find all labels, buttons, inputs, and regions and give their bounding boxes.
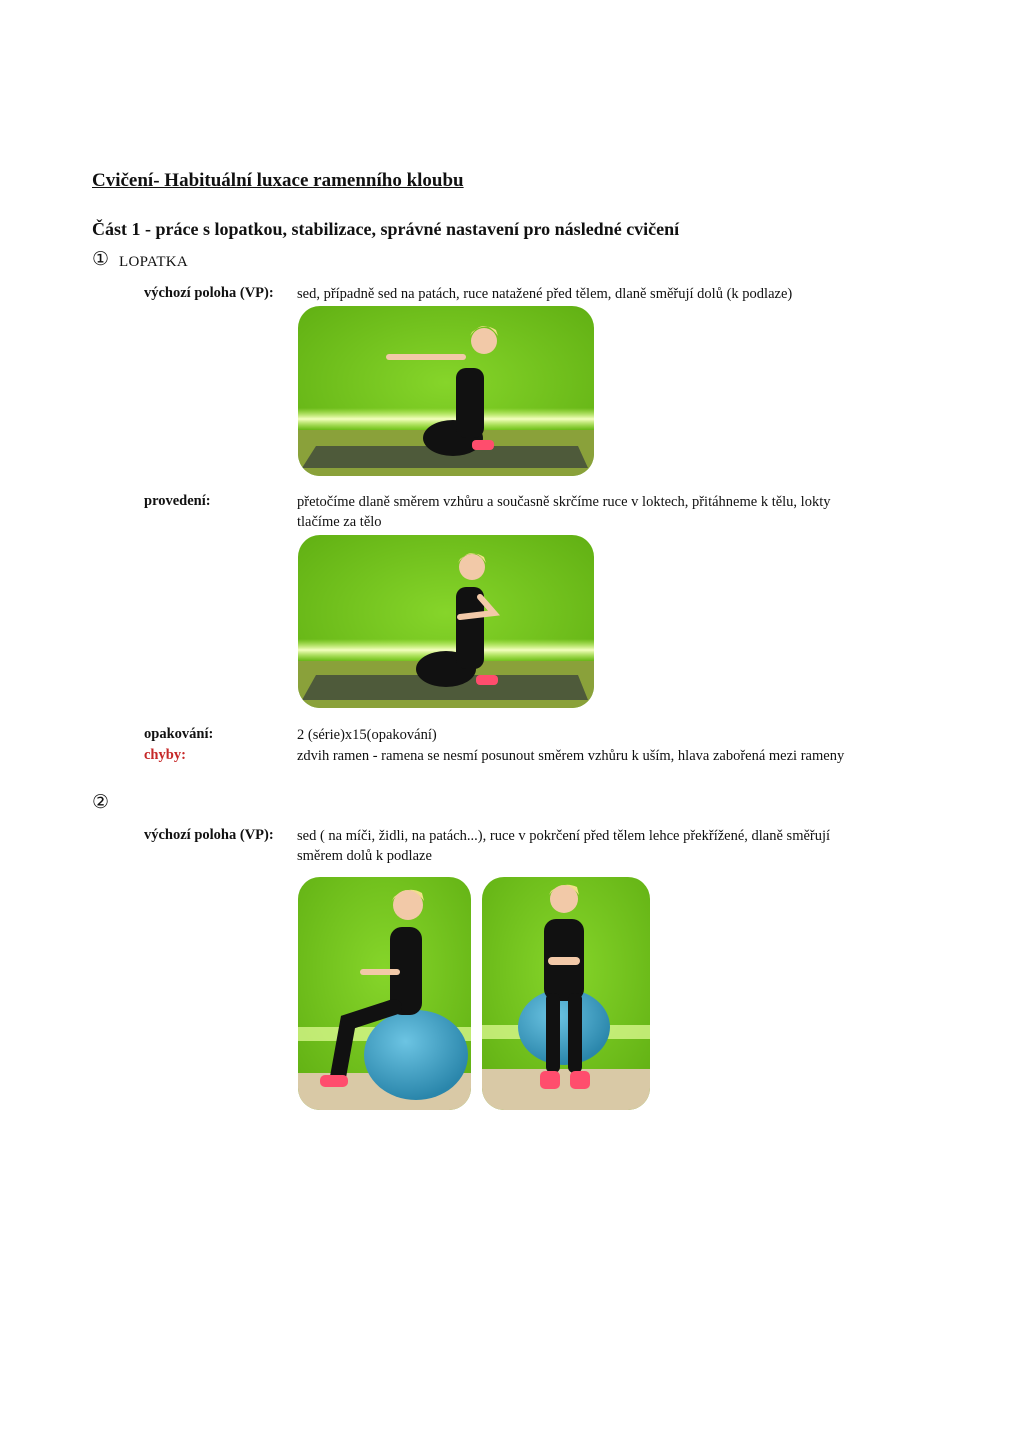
exercise2-start-label: výchozí poloha (VP): bbox=[144, 827, 274, 843]
ball-seated-front-photo bbox=[482, 877, 650, 1110]
exercise1-repeat-text: 2 (série)x15(opakování) bbox=[297, 727, 437, 743]
exercise2-start-text: sed ( na míči, židli, na patách...), ruce v pokrčení před tělem lehce překřížené, dlaně směřují směrem dolů k podlaze bbox=[297, 828, 831, 864]
exercise1-errors-label: chyby: bbox=[144, 747, 186, 763]
part1-heading: Část 1 - práce s lopatkou, stabilizace, správné nastavení pro následné cvičení bbox=[92, 219, 680, 239]
exercise1-start-text: sed, případně sed na patách, ruce natažené před tělem, dlaně směřují dolů (k podlaze) bbox=[297, 286, 793, 302]
exercise2-number-icon: ② bbox=[92, 792, 110, 813]
exercise1-execution-text: přetočíme dlaně směrem vzhůru a současně skrčíme ruce v loktech, přitáhneme k tělu, lokty tlačíme za tělo bbox=[297, 494, 831, 530]
exercise1-repeat-label: opakování: bbox=[144, 726, 214, 742]
kneeling-arms-forward-photo bbox=[298, 306, 594, 476]
exercise1-start-label: výchozí poloha (VP): bbox=[144, 285, 274, 301]
ball-seated-side-image bbox=[298, 877, 471, 1110]
kneeling-arms-forward-image bbox=[298, 306, 594, 476]
exercise1-errors-text: zdvih ramen - ramena se nesmí posunout směrem vzhůru k uším, hlava zabořená mezi rameny bbox=[297, 748, 845, 764]
page-title: Cvičení- Habituální luxace ramenního kloubu bbox=[92, 170, 464, 191]
ball-seated-side-photo bbox=[298, 877, 471, 1110]
kneeling-elbows-back-image bbox=[298, 535, 594, 708]
exercise1-name: LOPATKA bbox=[119, 254, 189, 270]
exercise1-number-icon: ① bbox=[92, 249, 110, 270]
exercise1-execution-label: provedení: bbox=[144, 493, 211, 509]
kneeling-elbows-back-photo bbox=[298, 535, 594, 708]
ball-seated-front-image bbox=[482, 877, 650, 1110]
